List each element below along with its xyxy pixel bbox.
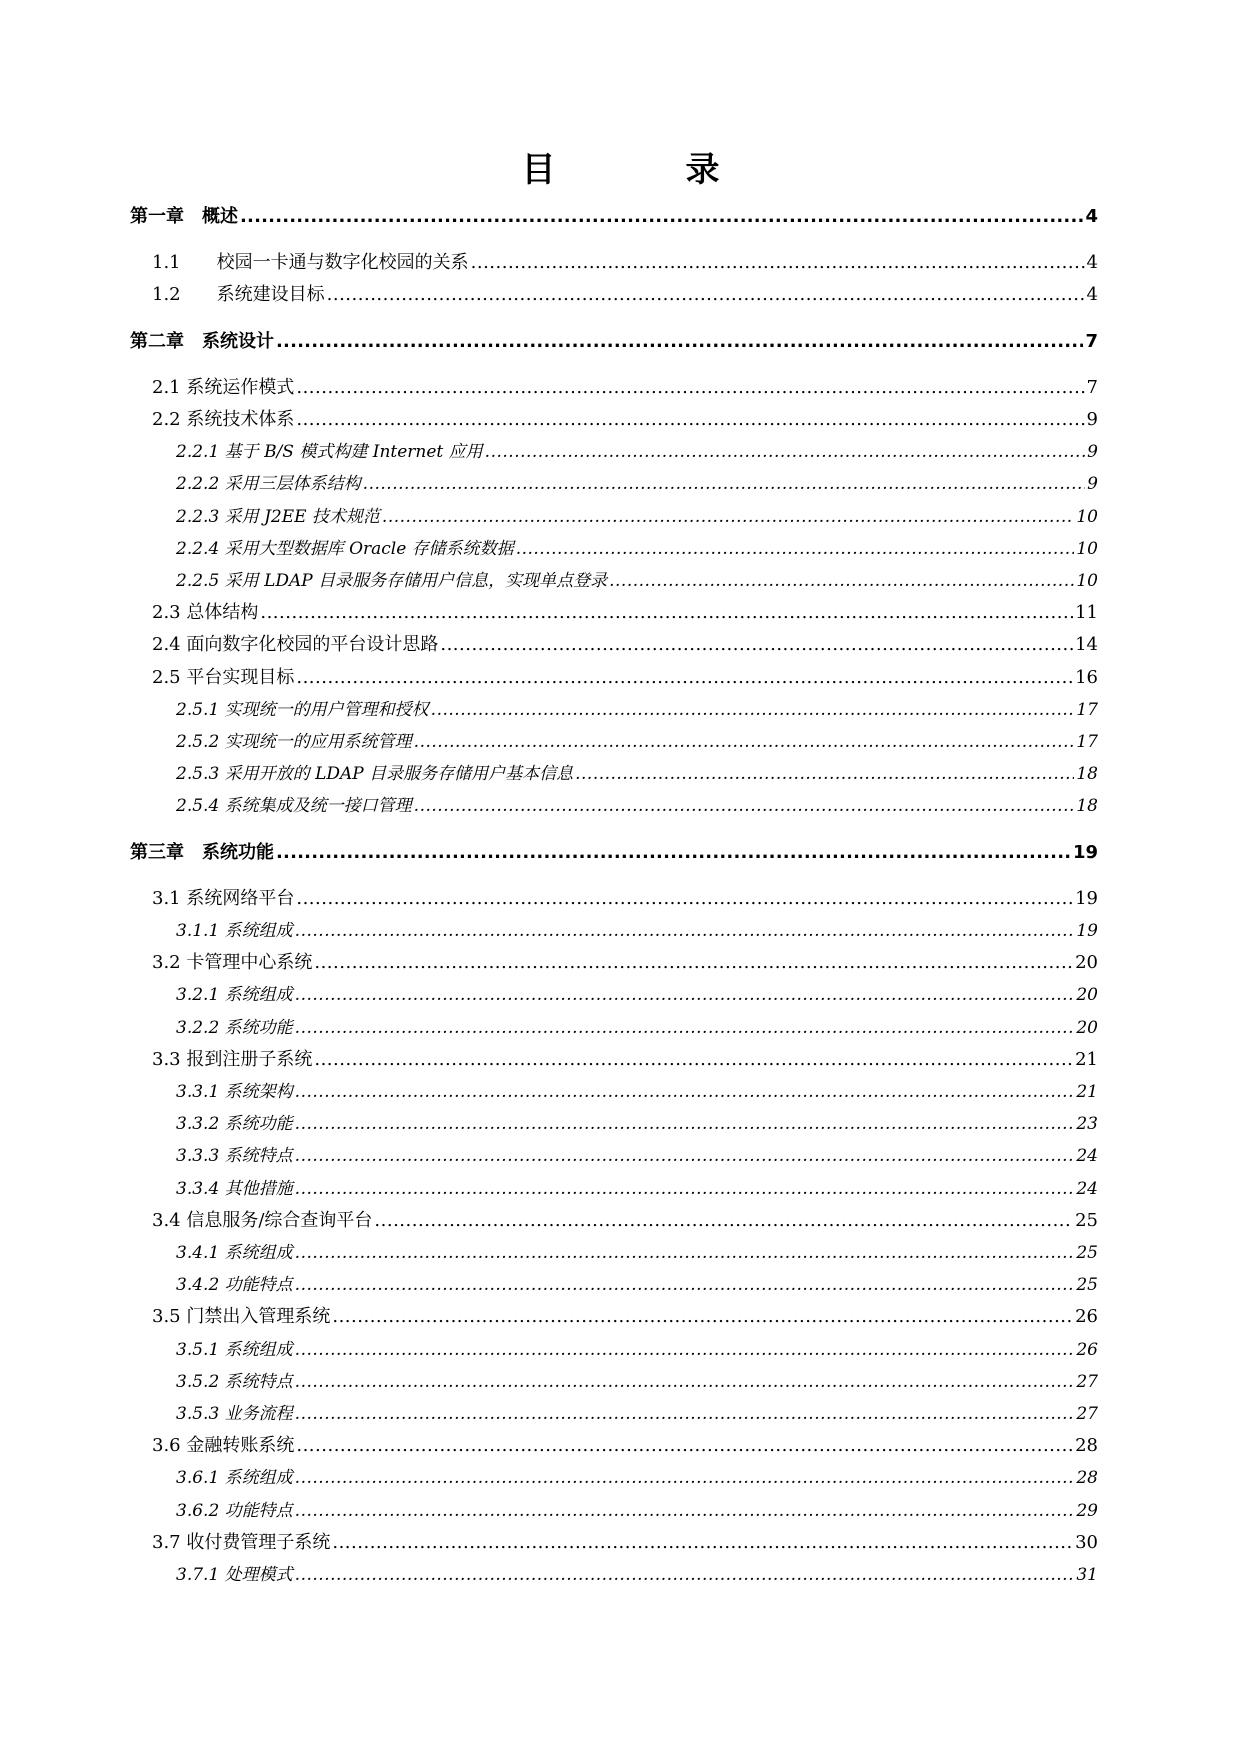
toc-dot-leader <box>276 842 1071 863</box>
toc-dot-leader <box>295 1146 1075 1166</box>
toc-entry-label: 2.5.1 实现统一的用户管理和授权 <box>176 699 429 720</box>
toc-page-number: 16 <box>1075 666 1098 688</box>
toc-entry[interactable] <box>176 1367 1098 1393</box>
toc-entry-label: 2.3 总体结构 <box>152 602 259 624</box>
toc-entry[interactable] <box>176 980 1098 1006</box>
toc-entry[interactable] <box>152 405 1098 431</box>
toc-entry[interactable] <box>152 1045 1098 1071</box>
toc-page-number: 19 <box>1072 841 1098 863</box>
toc-dot-leader <box>295 985 1075 1005</box>
toc-page-number: 27 <box>1076 1371 1098 1392</box>
toc-dot-leader <box>296 409 1084 430</box>
toc-entry[interactable] <box>176 727 1098 753</box>
toc-entry-label: 2.2.4 采用大型数据库 Oracle 存储系统数据 <box>176 538 514 559</box>
toc-page-number: 11 <box>1075 602 1098 624</box>
toc-entry-label: 3.5 门禁出入管理系统 <box>152 1306 331 1328</box>
toc-dot-leader <box>516 539 1075 559</box>
toc-dot-leader <box>314 1049 1073 1070</box>
toc-entry-label: 1.2 系统建设目标 <box>152 284 325 306</box>
page-title: 目 录 <box>521 150 768 190</box>
toc-page-number: 26 <box>1075 1306 1098 1328</box>
toc-entry-label: 3.5.1 系统组成 <box>176 1339 293 1360</box>
toc-entry-label: 2.2.5 采用 LDAP 目录服务存储用户信息，实现单点登录 <box>176 571 608 591</box>
toc-dot-leader <box>327 284 1085 305</box>
toc-entry[interactable] <box>152 1206 1098 1232</box>
toc-entry-label: 3.3.1 系统架构 <box>176 1082 293 1102</box>
toc-entry-label: 3.1.1 系统组成 <box>176 921 293 941</box>
toc-dot-leader <box>295 1501 1075 1521</box>
toc-chapter-entry[interactable] <box>130 838 1098 864</box>
toc-dot-leader <box>295 1468 1075 1488</box>
toc-entry-label: 第一章 概述 <box>130 206 238 227</box>
toc-entry[interactable] <box>152 1528 1098 1554</box>
toc-chapter-entry[interactable] <box>130 202 1098 228</box>
toc-dot-leader <box>295 1404 1075 1424</box>
toc-chapter-entry[interactable] <box>130 327 1098 353</box>
toc-entry[interactable] <box>176 469 1098 495</box>
toc-dot-leader <box>382 507 1074 527</box>
toc-dot-leader <box>414 732 1075 752</box>
toc-entry[interactable] <box>152 280 1098 306</box>
toc-page-number: 27 <box>1076 1404 1098 1424</box>
toc-entry[interactable] <box>176 1077 1098 1103</box>
toc-dot-leader <box>295 1018 1075 1038</box>
toc-entry-label: 3.2.1 系统组成 <box>176 985 293 1006</box>
toc-entry[interactable] <box>176 695 1098 721</box>
toc-dot-leader <box>414 796 1075 816</box>
toc-page-number: 26 <box>1076 1339 1098 1360</box>
toc-page-number: 9 <box>1086 409 1098 430</box>
toc-dot-leader <box>295 1372 1075 1392</box>
toc-page-number: 25 <box>1075 1209 1098 1231</box>
toc-dot-leader <box>314 952 1073 973</box>
toc-page-number: 10 <box>1076 571 1098 591</box>
toc-entry-label: 3.1 系统网络平台 <box>152 887 295 909</box>
toc-dot-leader <box>295 1340 1075 1360</box>
toc-entry-label: 3.4.2 功能特点 <box>176 1275 293 1296</box>
toc-page-number: 18 <box>1076 796 1098 817</box>
toc-page-number: 20 <box>1076 985 1098 1006</box>
toc-page-number: 28 <box>1076 1468 1098 1489</box>
toc-dot-leader <box>485 442 1086 462</box>
toc-entry-label: 2.2 系统技术体系 <box>152 409 295 430</box>
toc-entry[interactable] <box>152 248 1098 274</box>
toc-entry-label: 2.4 面向数字化校园的平台设计思路 <box>152 634 439 656</box>
toc-dot-leader <box>471 252 1085 273</box>
toc-entry-label: 2.1 系统运作模式 <box>152 376 295 398</box>
toc-entry[interactable] <box>152 630 1098 656</box>
toc-dot-leader <box>240 206 1083 227</box>
toc-page-number: 24 <box>1076 1178 1098 1199</box>
toc-page-number: 18 <box>1076 764 1098 785</box>
toc-page-number: 10 <box>1076 538 1098 559</box>
toc-entry-label: 2.2.3 采用 J2EE 技术规范 <box>176 506 380 527</box>
toc-entry[interactable] <box>176 1560 1098 1586</box>
toc-page-number: 19 <box>1075 887 1098 909</box>
toc-entry-label: 第三章 系统功能 <box>130 841 274 863</box>
toc-page-number: 4 <box>1086 284 1098 306</box>
toc-page-number: 21 <box>1075 1048 1098 1070</box>
toc-page-number: 4 <box>1085 206 1098 227</box>
toc-entry[interactable] <box>176 759 1098 785</box>
toc-entry[interactable] <box>176 791 1098 817</box>
toc-dot-leader <box>295 1179 1075 1199</box>
toc-dot-leader <box>575 764 1074 784</box>
toc-entry-label: 2.5.3 采用开放的 LDAP 目录服务存储用户基本信息 <box>176 764 574 785</box>
toc-entry-label: 3.6.2 功能特点 <box>176 1500 293 1521</box>
toc-entry[interactable] <box>176 534 1098 560</box>
toc-page-number: 23 <box>1076 1114 1098 1135</box>
toc-entry-label: 1.1 校园一卡通与数字化校园的关系 <box>152 252 469 274</box>
toc-page-number: 9 <box>1087 442 1098 463</box>
toc-entry-label: 3.6 金融转账系统 <box>152 1435 295 1457</box>
toc-page-number: 25 <box>1076 1275 1098 1296</box>
toc-entry[interactable] <box>176 1238 1098 1264</box>
toc-entry-label: 3.7 收付费管理子系统 <box>152 1531 331 1553</box>
toc-entry[interactable] <box>152 884 1098 910</box>
toc-page-number: 4 <box>1086 252 1098 274</box>
toc-entry-label: 3.3.2 系统功能 <box>176 1114 293 1135</box>
toc-entry[interactable] <box>176 566 1098 592</box>
toc-entry-label: 3.2 卡管理中心系统 <box>152 952 313 974</box>
toc-entry[interactable] <box>176 1399 1098 1425</box>
toc-entry-label: 3.5.3 业务流程 <box>176 1404 293 1424</box>
toc-page-number: 7 <box>1085 330 1098 352</box>
toc-page-number: 17 <box>1076 699 1098 720</box>
toc-dot-leader <box>296 377 1084 398</box>
toc-page-number: 28 <box>1075 1435 1098 1457</box>
toc-dot-leader <box>295 1114 1075 1134</box>
toc-dot-leader <box>363 474 1086 494</box>
toc-page-number: 19 <box>1076 921 1098 941</box>
toc-page-number: 25 <box>1076 1243 1098 1263</box>
toc-dot-leader <box>374 1210 1073 1231</box>
toc-page-number: 30 <box>1075 1531 1098 1553</box>
toc-entry-label: 3.6.1 系统组成 <box>176 1468 293 1489</box>
toc-dot-leader <box>295 1243 1075 1263</box>
toc-page-number: 31 <box>1076 1565 1098 1585</box>
toc-dot-leader <box>295 1565 1075 1585</box>
toc-entry[interactable] <box>176 1174 1098 1200</box>
toc-dot-leader <box>260 602 1073 623</box>
toc-entry[interactable] <box>176 1013 1098 1039</box>
toc-entry-label: 3.3.4 其他措施 <box>176 1178 293 1199</box>
toc-entry[interactable] <box>152 1431 1098 1457</box>
toc-entry[interactable] <box>152 1302 1098 1328</box>
toc-dot-leader <box>431 700 1075 720</box>
toc-entry-label: 3.5.2 系统特点 <box>176 1371 293 1392</box>
toc-entry-label: 3.7.1 处理模式 <box>176 1565 293 1585</box>
toc-dot-leader <box>332 1306 1073 1327</box>
toc-entry[interactable] <box>176 1463 1098 1489</box>
toc-entry-label: 3.4 信息服务/综合查询平台 <box>152 1209 373 1231</box>
toc-entry[interactable] <box>152 663 1098 689</box>
toc-dot-leader <box>295 1082 1075 1102</box>
toc-dot-leader <box>440 634 1073 655</box>
toc-entry-label: 2.2.2 采用三层体系结构 <box>176 474 361 495</box>
toc-page-number: 24 <box>1076 1146 1098 1167</box>
toc-entry-label: 3.3.3 系统特点 <box>176 1146 293 1167</box>
toc-entry-label: 2.2.1 基于 B/S 模式构建 Internet 应用 <box>176 442 483 463</box>
toc-entry[interactable] <box>152 598 1098 624</box>
toc-entry[interactable] <box>152 373 1098 399</box>
toc-page-number: 14 <box>1075 634 1098 656</box>
toc-page-number: 20 <box>1076 1017 1098 1038</box>
toc-dot-leader <box>609 571 1074 591</box>
toc-entry[interactable] <box>152 948 1098 974</box>
toc-entry[interactable] <box>176 1270 1098 1296</box>
toc-page-number: 20 <box>1075 952 1098 974</box>
toc-entry[interactable] <box>176 502 1098 528</box>
toc-entry[interactable] <box>176 1496 1098 1522</box>
toc-entry-label: 3.2.2 系统功能 <box>176 1017 293 1038</box>
toc-entry[interactable] <box>176 437 1098 463</box>
toc-entry[interactable] <box>176 1335 1098 1361</box>
toc-entry-label: 3.3 报到注册子系统 <box>152 1048 313 1070</box>
toc-dot-leader <box>296 1435 1073 1456</box>
toc-entry-label: 3.4.1 系统组成 <box>176 1243 293 1263</box>
toc-page-number: 29 <box>1076 1500 1098 1521</box>
toc-page-number: 7 <box>1086 376 1098 398</box>
toc-dot-leader <box>296 667 1073 688</box>
toc-dot-leader <box>296 888 1073 909</box>
toc-page-number: 9 <box>1087 474 1098 495</box>
toc-dot-leader <box>276 331 1083 352</box>
toc-entry[interactable] <box>176 916 1098 942</box>
toc-page-number: 17 <box>1076 732 1098 752</box>
toc-dot-leader <box>332 1532 1073 1553</box>
toc-dot-leader <box>295 1275 1075 1295</box>
toc-entry-label: 2.5 平台实现目标 <box>152 666 295 688</box>
toc-entry[interactable] <box>176 1141 1098 1167</box>
toc-page-number: 21 <box>1076 1082 1098 1102</box>
toc-dot-leader <box>295 921 1075 941</box>
toc-entry[interactable] <box>176 1109 1098 1135</box>
toc-entry-label: 2.5.2 实现统一的应用系统管理 <box>176 732 412 752</box>
toc-entry-label: 第二章 系统设计 <box>130 330 274 352</box>
toc-entry-label: 2.5.4 系统集成及统一接口管理 <box>176 796 412 817</box>
toc-page-number: 10 <box>1076 506 1098 527</box>
